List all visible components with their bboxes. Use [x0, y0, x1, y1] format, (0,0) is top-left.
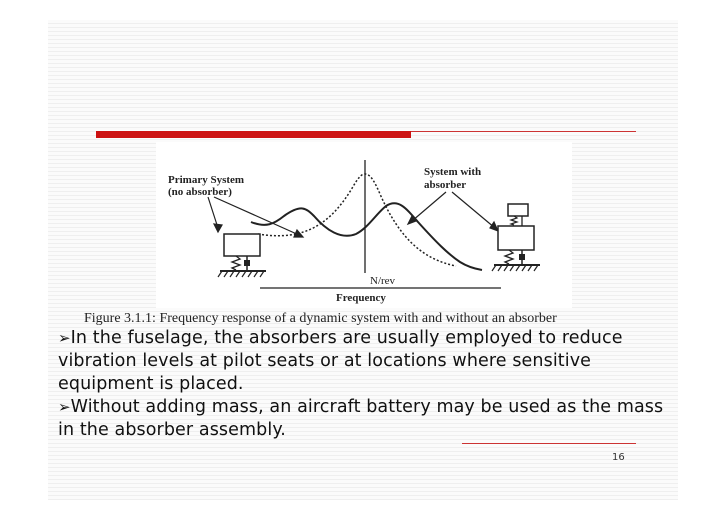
- figure-caption: Figure 3.1.1: Frequency response of a dynamic system with and without an absorber: [84, 311, 557, 326]
- bullet-text: In the fuselage, the absorbers are usually employed to reduce vibration levels at pilot seats or at locations where sensitive equipment is placed.: [58, 328, 623, 394]
- label-system-with: System with: [424, 166, 482, 178]
- nrev-label: N/rev: [370, 275, 396, 287]
- title-underline: [411, 131, 636, 132]
- label-absorber: absorber: [424, 179, 467, 191]
- label-primary-system: Primary System: [168, 174, 245, 186]
- frequency-response-diagram: [156, 142, 572, 308]
- title-accent-bar: [96, 131, 411, 138]
- page-number: 16: [612, 452, 625, 463]
- arrow-bullet-icon: ➢: [58, 398, 71, 416]
- label-no-absorber: (no absorber): [168, 186, 232, 198]
- footer-line: [462, 443, 636, 444]
- arrow-bullet-icon: ➢: [58, 329, 71, 347]
- primary-system-mass-icon: [218, 234, 266, 277]
- absorber-system-mass-icon: [492, 204, 540, 271]
- frequency-axis-label: Frequency: [336, 292, 386, 304]
- bullet-text: Without adding mass, an aircraft battery may be used as the mass in the absorber assembly.: [58, 397, 664, 440]
- bullet-list: [58, 327, 678, 442]
- bullet-item: [58, 396, 678, 442]
- leader-arrows: [208, 192, 498, 237]
- frequency-response-figure: [156, 142, 572, 308]
- curve-with-absorber: [251, 203, 482, 270]
- bullet-item: [58, 327, 678, 396]
